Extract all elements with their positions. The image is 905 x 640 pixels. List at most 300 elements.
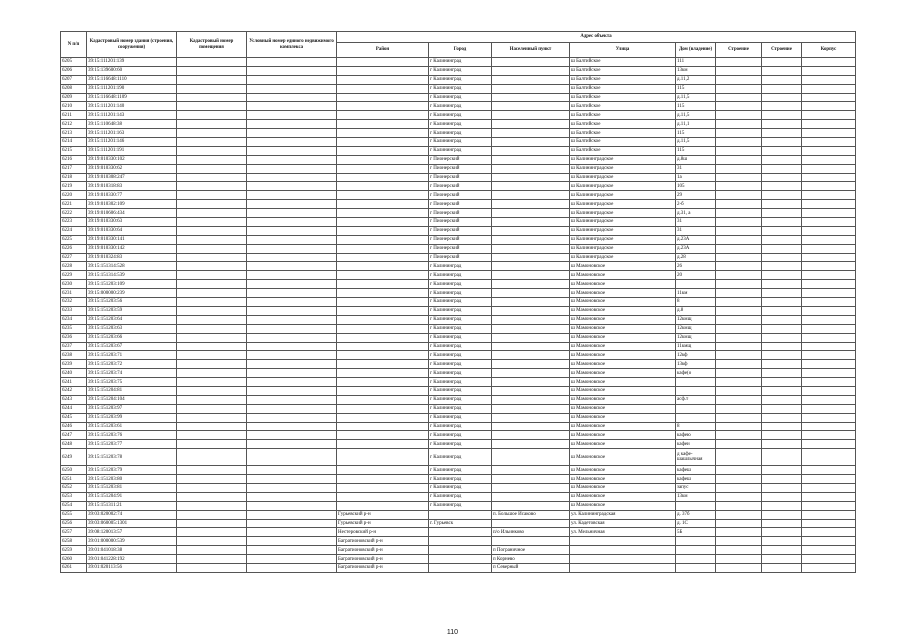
cell-settlement: п. Большое Исаково bbox=[492, 510, 570, 519]
cell-structure bbox=[716, 528, 762, 537]
cell-city: г Калининград bbox=[429, 386, 492, 395]
cell-district bbox=[337, 111, 429, 120]
cell-cadastral-building: 39:15:151203:72 bbox=[87, 360, 177, 369]
cell-city: г Пионерский bbox=[429, 209, 492, 218]
cell-street: ш Мамоновское bbox=[570, 369, 676, 378]
cell-num: 6214 bbox=[61, 138, 87, 147]
header-house: Дом (владение) bbox=[676, 43, 716, 58]
cell-settlement bbox=[492, 395, 570, 404]
cell-settlement bbox=[492, 191, 570, 200]
table-row bbox=[61, 182, 856, 191]
cell-complex-number bbox=[247, 164, 337, 173]
cell-block bbox=[802, 289, 856, 298]
cell-house: 29 bbox=[676, 191, 716, 200]
cell-building bbox=[762, 182, 802, 191]
cell-cadastral-building: 39:15:151203:79 bbox=[87, 466, 177, 475]
cell-settlement bbox=[492, 351, 570, 360]
table-row bbox=[61, 155, 856, 164]
cell-street: ш Мамоновское bbox=[570, 431, 676, 440]
cell-block bbox=[802, 333, 856, 342]
cell-district bbox=[337, 315, 429, 324]
cell-block bbox=[802, 342, 856, 351]
cell-num: 6225 bbox=[61, 235, 87, 244]
table-row bbox=[61, 244, 856, 253]
cell-city bbox=[429, 546, 492, 555]
cell-building bbox=[762, 510, 802, 519]
cell-complex-number bbox=[247, 386, 337, 395]
cell-structure bbox=[716, 501, 762, 510]
cell-house bbox=[676, 280, 716, 289]
cell-city: г Калининград bbox=[429, 333, 492, 342]
cell-district bbox=[337, 386, 429, 395]
header-address-group: Адрес объекта bbox=[337, 32, 856, 43]
cell-house: кафе(о bbox=[676, 369, 716, 378]
cell-building bbox=[762, 351, 802, 360]
cell-building bbox=[762, 173, 802, 182]
cell-cadastral-building: 39:15:151203:61 bbox=[87, 422, 177, 431]
table-row bbox=[61, 191, 856, 200]
cell-cadastral-building: 39:19:010330:77 bbox=[87, 191, 177, 200]
cell-building bbox=[762, 209, 802, 218]
cell-cadastral-building: 39:15:151203:77 bbox=[87, 440, 177, 449]
cell-city: г Калининград bbox=[429, 475, 492, 484]
cell-cadastral-premises bbox=[177, 378, 247, 387]
cell-block bbox=[802, 173, 856, 182]
header-complex-number: Условный номер единого недвижимого комплекса bbox=[247, 32, 337, 58]
cell-structure bbox=[716, 519, 762, 528]
cell-district bbox=[337, 483, 429, 492]
cell-building bbox=[762, 226, 802, 235]
table-row bbox=[61, 120, 856, 129]
table-row bbox=[61, 519, 856, 528]
cell-structure bbox=[716, 226, 762, 235]
cell-building bbox=[762, 342, 802, 351]
table-row bbox=[61, 440, 856, 449]
cell-city: г Калининград bbox=[429, 360, 492, 369]
cell-structure bbox=[716, 369, 762, 378]
cell-district bbox=[337, 209, 429, 218]
cell-house: д.11,1 bbox=[676, 120, 716, 129]
cell-building bbox=[762, 164, 802, 173]
cell-city: г Пионерский bbox=[429, 218, 492, 227]
cell-cadastral-premises bbox=[177, 102, 247, 111]
cell-cadastral-premises bbox=[177, 226, 247, 235]
cell-cadastral-premises bbox=[177, 431, 247, 440]
cell-cadastral-building: 39:15:151203:59 bbox=[87, 306, 177, 315]
cell-street: ш Калининградское bbox=[570, 218, 676, 227]
cell-street: ш Мамоновское bbox=[570, 351, 676, 360]
cell-settlement bbox=[492, 306, 570, 315]
cell-block bbox=[802, 492, 856, 501]
cell-settlement bbox=[492, 111, 570, 120]
cell-cadastral-building: 39:15:151203:63 bbox=[87, 324, 177, 333]
cell-complex-number bbox=[247, 369, 337, 378]
cell-street: ш Калининградское bbox=[570, 226, 676, 235]
cell-street: ш Мамоновское bbox=[570, 404, 676, 413]
cell-num: 6238 bbox=[61, 351, 87, 360]
cell-structure bbox=[716, 209, 762, 218]
cell-block bbox=[802, 369, 856, 378]
cell-block bbox=[802, 563, 856, 572]
object-registry-table bbox=[60, 31, 856, 573]
cell-house: запус bbox=[676, 483, 716, 492]
cell-block bbox=[802, 528, 856, 537]
cell-cadastral-premises bbox=[177, 492, 247, 501]
cell-structure bbox=[716, 102, 762, 111]
cell-district bbox=[337, 466, 429, 475]
cell-block bbox=[802, 235, 856, 244]
cell-district bbox=[337, 378, 429, 387]
cell-cadastral-building: 39:19:010330:64 bbox=[87, 226, 177, 235]
cell-settlement bbox=[492, 280, 570, 289]
cell-block bbox=[802, 413, 856, 422]
cell-structure bbox=[716, 510, 762, 519]
cell-district bbox=[337, 306, 429, 315]
cell-house: 12кмщ bbox=[676, 333, 716, 342]
table-row bbox=[61, 75, 856, 84]
cell-city: г Калининград bbox=[429, 351, 492, 360]
cell-cadastral-premises bbox=[177, 563, 247, 572]
cell-structure bbox=[716, 537, 762, 546]
cell-district bbox=[337, 253, 429, 262]
cell-street: ш Мамоновское bbox=[570, 262, 676, 271]
cell-house: д.31, а bbox=[676, 209, 716, 218]
cell-street: ш Балтийское bbox=[570, 93, 676, 102]
cell-building bbox=[762, 537, 802, 546]
cell-num: 6260 bbox=[61, 555, 87, 564]
cell-city: г Калининград bbox=[429, 138, 492, 147]
cell-block bbox=[802, 280, 856, 289]
cell-complex-number bbox=[247, 155, 337, 164]
cell-building bbox=[762, 440, 802, 449]
table-row bbox=[61, 342, 856, 351]
cell-house: 13км bbox=[676, 66, 716, 75]
cell-cadastral-building: 39:15:151203:64 bbox=[87, 315, 177, 324]
cell-settlement bbox=[492, 120, 570, 129]
cell-cadastral-building: 39:19:010330:141 bbox=[87, 235, 177, 244]
cell-building bbox=[762, 360, 802, 369]
cell-settlement bbox=[492, 315, 570, 324]
cell-house bbox=[676, 563, 716, 572]
cell-num: 6244 bbox=[61, 404, 87, 413]
cell-city: г Пионерский bbox=[429, 155, 492, 164]
cell-street: ш Балтийское bbox=[570, 58, 676, 67]
table-row bbox=[61, 333, 856, 342]
cell-city: г Пионерский bbox=[429, 235, 492, 244]
cell-num: 6255 bbox=[61, 510, 87, 519]
cell-city: г Калининград bbox=[429, 492, 492, 501]
cell-cadastral-building: 39:15:139600:60 bbox=[87, 66, 177, 75]
cell-block bbox=[802, 182, 856, 191]
cell-cadastral-premises bbox=[177, 75, 247, 84]
cell-house: д. 1С bbox=[676, 519, 716, 528]
cell-complex-number bbox=[247, 324, 337, 333]
cell-building bbox=[762, 466, 802, 475]
cell-cadastral-premises bbox=[177, 155, 247, 164]
cell-district bbox=[337, 102, 429, 111]
cell-house: 8 bbox=[676, 422, 716, 431]
cell-settlement bbox=[492, 84, 570, 93]
cell-street: ш Калининградское bbox=[570, 253, 676, 262]
cell-structure bbox=[716, 253, 762, 262]
cell-building bbox=[762, 483, 802, 492]
cell-cadastral-building: 39:15:151204:81 bbox=[87, 386, 177, 395]
cell-building bbox=[762, 155, 802, 164]
cell-cadastral-building: 39:01:020113:56 bbox=[87, 563, 177, 572]
cell-district bbox=[337, 146, 429, 155]
cell-num: 6249 bbox=[61, 449, 87, 466]
cell-house: 115 bbox=[676, 146, 716, 155]
cell-district bbox=[337, 129, 429, 138]
cell-structure bbox=[716, 351, 762, 360]
cell-settlement bbox=[492, 75, 570, 84]
cell-district bbox=[337, 93, 429, 102]
cell-district bbox=[337, 324, 429, 333]
cell-block bbox=[802, 164, 856, 173]
cell-settlement bbox=[492, 235, 570, 244]
cell-num: 6247 bbox=[61, 431, 87, 440]
cell-house: 12кмщ bbox=[676, 315, 716, 324]
cell-street bbox=[570, 563, 676, 572]
cell-city: г Калининград bbox=[429, 120, 492, 129]
cell-cadastral-premises bbox=[177, 475, 247, 484]
table-row bbox=[61, 306, 856, 315]
cell-house: 11кмщ bbox=[676, 342, 716, 351]
table-row bbox=[61, 360, 856, 369]
cell-city: г Калининград bbox=[429, 306, 492, 315]
cell-city: г Калининград bbox=[429, 146, 492, 155]
table-row bbox=[61, 483, 856, 492]
cell-complex-number bbox=[247, 422, 337, 431]
cell-cadastral-building: 39:15:116648:1109 bbox=[87, 93, 177, 102]
cell-street: ш Балтийское bbox=[570, 111, 676, 120]
cell-settlement bbox=[492, 289, 570, 298]
cell-cadastral-premises bbox=[177, 120, 247, 129]
cell-block bbox=[802, 298, 856, 307]
cell-cadastral-premises bbox=[177, 138, 247, 147]
cell-block bbox=[802, 324, 856, 333]
cell-district: Багратионовский р-н bbox=[337, 537, 429, 546]
cell-structure bbox=[716, 235, 762, 244]
cell-complex-number bbox=[247, 226, 337, 235]
cell-street: ш Мамоновское bbox=[570, 483, 676, 492]
header-street: Улица bbox=[570, 43, 676, 58]
cell-house: 31 bbox=[676, 226, 716, 235]
cell-house: кафеи bbox=[676, 440, 716, 449]
cell-block bbox=[802, 138, 856, 147]
cell-street: ш Балтийское bbox=[570, 138, 676, 147]
cell-num: 6207 bbox=[61, 75, 87, 84]
cell-settlement bbox=[492, 218, 570, 227]
cell-cadastral-premises bbox=[177, 235, 247, 244]
cell-complex-number bbox=[247, 102, 337, 111]
cell-cadastral-premises bbox=[177, 528, 247, 537]
cell-structure bbox=[716, 155, 762, 164]
table-row bbox=[61, 235, 856, 244]
cell-num: 6210 bbox=[61, 102, 87, 111]
table-row bbox=[61, 111, 856, 120]
cell-block bbox=[802, 386, 856, 395]
cell-district bbox=[337, 280, 429, 289]
cell-num: 6212 bbox=[61, 120, 87, 129]
cell-street bbox=[570, 546, 676, 555]
cell-cadastral-premises bbox=[177, 483, 247, 492]
cell-cadastral-building: 39:15:151203:74 bbox=[87, 369, 177, 378]
cell-district: Гурьевский р-н bbox=[337, 510, 429, 519]
cell-complex-number bbox=[247, 413, 337, 422]
cell-cadastral-premises bbox=[177, 182, 247, 191]
cell-num: 6208 bbox=[61, 84, 87, 93]
cell-building bbox=[762, 404, 802, 413]
cell-structure bbox=[716, 164, 762, 173]
cell-cadastral-premises bbox=[177, 369, 247, 378]
cell-block bbox=[802, 66, 856, 75]
cell-cadastral-building: 39:19:010324:83 bbox=[87, 253, 177, 262]
cell-num: 6250 bbox=[61, 466, 87, 475]
cell-house: 105 bbox=[676, 182, 716, 191]
cell-block bbox=[802, 466, 856, 475]
cell-structure bbox=[716, 298, 762, 307]
cell-block bbox=[802, 129, 856, 138]
cell-street: ш Калининградское bbox=[570, 182, 676, 191]
cell-structure bbox=[716, 84, 762, 93]
cell-complex-number bbox=[247, 440, 337, 449]
cell-house bbox=[676, 501, 716, 510]
cell-block bbox=[802, 200, 856, 209]
cell-city bbox=[429, 528, 492, 537]
cell-house: 12кмщ bbox=[676, 324, 716, 333]
cell-num: 6222 bbox=[61, 209, 87, 218]
cell-block bbox=[802, 315, 856, 324]
cell-street: ш Балтийское bbox=[570, 120, 676, 129]
cell-building bbox=[762, 431, 802, 440]
cell-cadastral-premises bbox=[177, 218, 247, 227]
cell-block bbox=[802, 483, 856, 492]
cell-settlement bbox=[492, 342, 570, 351]
cell-settlement bbox=[492, 324, 570, 333]
cell-cadastral-building: 39:19:010302:109 bbox=[87, 200, 177, 209]
cell-block bbox=[802, 475, 856, 484]
cell-building bbox=[762, 306, 802, 315]
cell-structure bbox=[716, 431, 762, 440]
cell-structure bbox=[716, 475, 762, 484]
cell-num: 6226 bbox=[61, 244, 87, 253]
table-row bbox=[61, 546, 856, 555]
cell-house: 111 bbox=[676, 58, 716, 67]
table-row bbox=[61, 386, 856, 395]
cell-cadastral-building: 39:19:010330:142 bbox=[87, 244, 177, 253]
cell-city: г Калининград bbox=[429, 378, 492, 387]
table-row bbox=[61, 413, 856, 422]
cell-block bbox=[802, 519, 856, 528]
header-structure: Строение bbox=[716, 43, 762, 58]
cell-cadastral-building: 39:19:010330:63 bbox=[87, 218, 177, 227]
cell-settlement bbox=[492, 66, 570, 75]
cell-settlement bbox=[492, 244, 570, 253]
cell-block bbox=[802, 75, 856, 84]
cell-complex-number bbox=[247, 555, 337, 564]
cell-building bbox=[762, 84, 802, 93]
cell-num: 6246 bbox=[61, 422, 87, 431]
cell-building bbox=[762, 492, 802, 501]
cell-street bbox=[570, 555, 676, 564]
cell-cadastral-building: 39:15:151203:99 bbox=[87, 413, 177, 422]
cell-complex-number bbox=[247, 431, 337, 440]
cell-building bbox=[762, 528, 802, 537]
cell-cadastral-premises bbox=[177, 395, 247, 404]
cell-structure bbox=[716, 395, 762, 404]
table-row bbox=[61, 510, 856, 519]
cell-cadastral-premises bbox=[177, 404, 247, 413]
cell-block bbox=[802, 218, 856, 227]
cell-street: ш Балтийское bbox=[570, 102, 676, 111]
cell-num: 6234 bbox=[61, 315, 87, 324]
cell-structure bbox=[716, 129, 762, 138]
cell-house: д.28 bbox=[676, 253, 716, 262]
cell-num: 6218 bbox=[61, 173, 87, 182]
cell-building bbox=[762, 422, 802, 431]
cell-cadastral-building: 39:08:120013:57 bbox=[87, 528, 177, 537]
cell-num: 6252 bbox=[61, 483, 87, 492]
cell-street: ш Мамоновское bbox=[570, 298, 676, 307]
cell-city: г Пионерский bbox=[429, 253, 492, 262]
table-row bbox=[61, 93, 856, 102]
cell-num: 6241 bbox=[61, 378, 87, 387]
cell-structure bbox=[716, 342, 762, 351]
cell-street: ш Мамоновское bbox=[570, 492, 676, 501]
cell-complex-number bbox=[247, 510, 337, 519]
cell-settlement bbox=[492, 102, 570, 111]
cell-block bbox=[802, 58, 856, 67]
cell-cadastral-premises bbox=[177, 351, 247, 360]
cell-structure bbox=[716, 404, 762, 413]
cell-cadastral-building: 39:15:111201:143 bbox=[87, 111, 177, 120]
cell-cadastral-premises bbox=[177, 164, 247, 173]
cell-complex-number bbox=[247, 342, 337, 351]
cell-city: г Калининград bbox=[429, 369, 492, 378]
cell-house: кафею bbox=[676, 431, 716, 440]
cell-structure bbox=[716, 546, 762, 555]
cell-district bbox=[337, 369, 429, 378]
cell-cadastral-building: 39:15:111201:146 bbox=[87, 138, 177, 147]
cell-cadastral-premises bbox=[177, 555, 247, 564]
cell-block bbox=[802, 422, 856, 431]
cell-complex-number bbox=[247, 475, 337, 484]
cell-cadastral-building: 39:03:060005:1301 bbox=[87, 519, 177, 528]
cell-num: 6217 bbox=[61, 164, 87, 173]
cell-house: 11км bbox=[676, 289, 716, 298]
cell-cadastral-building: 39:19:010330:62 bbox=[87, 164, 177, 173]
cell-cadastral-premises bbox=[177, 315, 247, 324]
cell-settlement bbox=[492, 253, 570, 262]
cell-street: ш Мамоновское bbox=[570, 413, 676, 422]
cell-structure bbox=[716, 563, 762, 572]
cell-district bbox=[337, 360, 429, 369]
cell-cadastral-building: 39:15:151203:56 bbox=[87, 298, 177, 307]
cell-num: 6224 bbox=[61, 226, 87, 235]
cell-building bbox=[762, 253, 802, 262]
cell-cadastral-building: 39:15:151203:109 bbox=[87, 280, 177, 289]
cell-settlement: п Пограничное bbox=[492, 546, 570, 555]
cell-house: д.11,5 bbox=[676, 138, 716, 147]
cell-num: 6206 bbox=[61, 66, 87, 75]
cell-street: ш Мамоновское bbox=[570, 271, 676, 280]
cell-settlement bbox=[492, 298, 570, 307]
cell-house bbox=[676, 555, 716, 564]
cell-complex-number bbox=[247, 111, 337, 120]
cell-structure bbox=[716, 173, 762, 182]
cell-num: 6245 bbox=[61, 413, 87, 422]
